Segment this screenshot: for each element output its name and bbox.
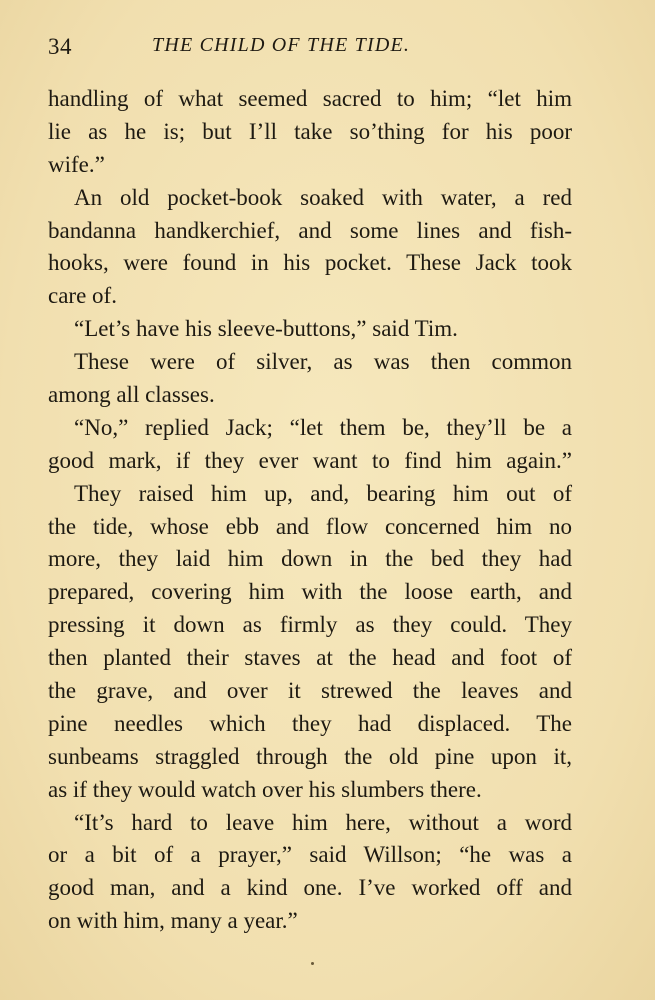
text-line: the grave, and over it strewed the leaves and bbox=[48, 678, 572, 704]
text-line: or a bit of a prayer,” said Willson; “he was a bbox=[48, 842, 572, 868]
text-line: sunbeams straggled through the old pine upon it, bbox=[48, 743, 572, 769]
running-title: THE CHILD OF THE TIDE. bbox=[152, 34, 411, 56]
text-line: care of. bbox=[48, 283, 117, 309]
text-line: then planted their staves at the head and foot of bbox=[48, 645, 572, 671]
text-line: “No,” replied Jack; “let them be, they’ll be a bbox=[74, 414, 572, 440]
page-header bbox=[48, 34, 572, 62]
text-line: good man, and a kind one. I’ve worked off and bbox=[48, 875, 572, 901]
print-speck bbox=[311, 962, 314, 965]
text-line: hooks, were found in his pocket. These Jack took bbox=[48, 250, 572, 276]
text-line: more, they laid him down in the bed they had bbox=[48, 546, 572, 572]
text-line: handling of what seemed sacred to him; “let him bbox=[48, 86, 572, 111]
text-line: prepared, covering him with the loose earth, and bbox=[48, 579, 572, 605]
text-line: among all classes. bbox=[48, 382, 215, 408]
page-number: 34 bbox=[48, 34, 72, 59]
text-line: lie as he is; but I’ll take so’thing for his poor bbox=[48, 118, 572, 144]
text-line: “Let’s have his sleeve-buttons,” said Tim. bbox=[74, 316, 458, 342]
text-line: pressing it down as firmly as they could. They bbox=[48, 612, 572, 638]
text-line: They raised him up, and, bearing him out of bbox=[74, 480, 572, 506]
text-line: as if they would watch over his slumbers there. bbox=[48, 776, 482, 802]
text-line: on with him, many a year.” bbox=[48, 908, 298, 934]
text-line: bandanna handkerchief, and some lines and fish- bbox=[48, 217, 572, 243]
text-line: “It’s hard to leave him here, without a word bbox=[74, 809, 572, 835]
text-line: wife.” bbox=[48, 151, 105, 177]
text-line: the tide, whose ebb and flow concerned him no bbox=[48, 513, 572, 539]
body-text bbox=[48, 83, 572, 938]
text-line: An old pocket-book soaked with water, a red bbox=[74, 184, 572, 210]
text-line: These were of silver, as was then common bbox=[74, 349, 572, 375]
text-line: good mark, if they ever want to find him again.” bbox=[48, 447, 572, 473]
text-line: pine needles which they had displaced. The bbox=[48, 710, 572, 736]
